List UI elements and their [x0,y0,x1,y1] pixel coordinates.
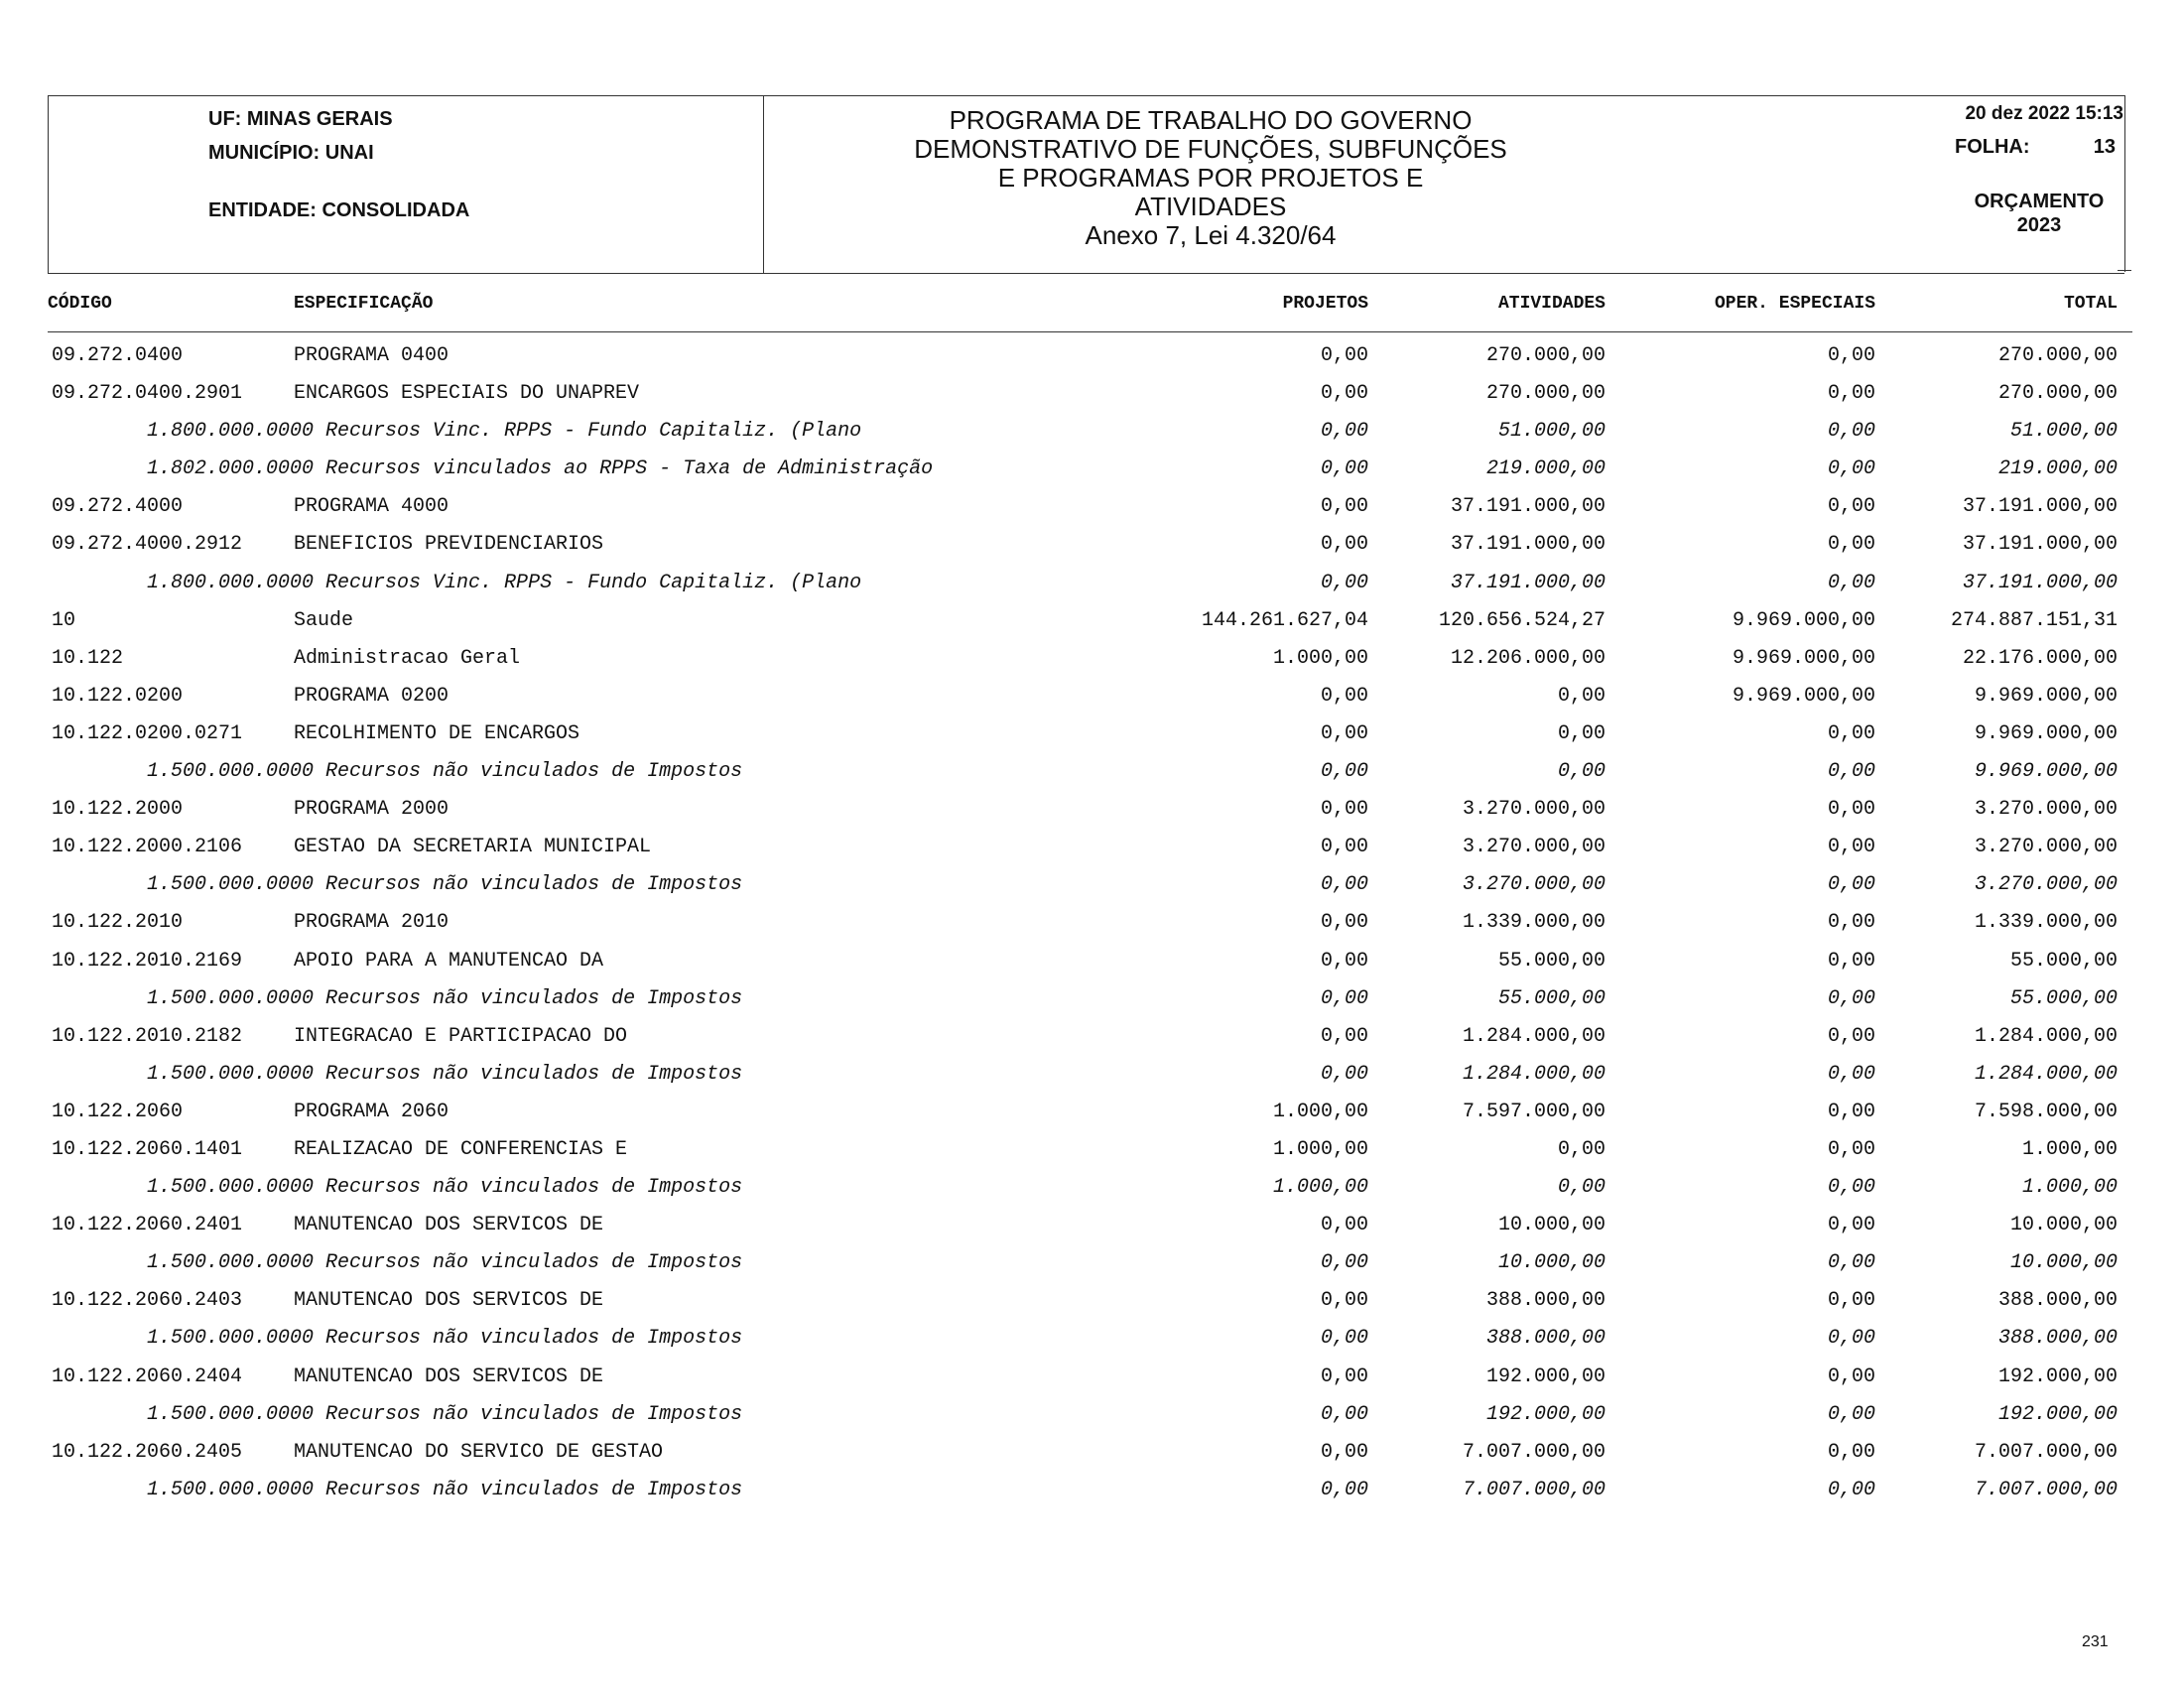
table-row [0,946,2184,983]
cell-oper-especiais: 0,00 [1827,873,1875,897]
cell-projetos: 0,00 [1320,1402,1368,1426]
cell-oper-especiais: 0,00 [1827,1137,1875,1161]
cell-oper-especiais: 0,00 [1827,1214,1875,1237]
municipio-label: MUNICÍPIO: UNAI [208,142,374,164]
table-row-resource [0,1475,2184,1512]
cell-projetos: 0,00 [1320,1327,1368,1351]
cell-especificacao: BENEFICIOS PREVIDENCIARIOS [294,533,604,557]
table-row-resource [0,454,2184,491]
cell-codigo: 09.272.4000.2912 [52,533,243,557]
table-row-resource [0,869,2184,907]
cell-codigo: 10.122.2060.2401 [52,1214,243,1237]
cell-oper-especiais: 0,00 [1827,1289,1875,1313]
cell-atividades: 37.191.000,00 [1450,495,1606,519]
cell-codigo: 09.272.0400 [52,344,184,367]
cell-atividades: 270.000,00 [1485,344,1606,367]
column-header-especificacao: ESPECIFICAÇÃO [294,294,434,314]
cell-total: 1.000,00 [2021,1137,2118,1161]
table-row [0,378,2184,416]
cell-projetos: 0,00 [1320,1251,1368,1275]
header-rule [48,331,2132,332]
cell-resource: 1.500.000.0000 Recursos não vinculados de Impostos [147,1327,743,1351]
cell-resource: 1.500.000.0000 Recursos não vinculados de Impostos [147,760,743,784]
cell-total: 388.000,00 [1997,1327,2118,1351]
cell-resource: 1.802.000.0000 Recursos vinculados ao RPPS - Taxa de Administração [147,457,934,481]
cell-projetos: 0,00 [1320,760,1368,784]
table-row-resource [0,1172,2184,1210]
cell-codigo: 10.122.2010 [52,911,184,935]
cell-atividades: 0,00 [1557,1176,1606,1200]
cell-projetos: 0,00 [1320,533,1368,557]
title-line: PROGRAMA DE TRABALHO DO GOVERNO [949,105,1473,135]
cell-codigo: 09.272.4000 [52,495,184,519]
cell-especificacao: RECOLHIMENTO DE ENCARGOS [294,721,580,745]
header-entity-info [208,102,469,227]
cell-especificacao: PROGRAMA 0400 [294,344,450,367]
cell-total: 3.270.000,00 [1974,873,2118,897]
orcamento-block [1955,190,2123,241]
cell-especificacao: PROGRAMA 2010 [294,911,450,935]
cell-codigo: 10.122.0200 [52,684,184,708]
cell-atividades: 388.000,00 [1485,1289,1606,1313]
cell-codigo: 10.122.0200.0271 [52,721,243,745]
column-header-codigo: CÓDIGO [48,294,112,314]
cell-atividades: 37.191.000,00 [1450,533,1606,557]
cell-oper-especiais: 9.969.000,00 [1732,646,1875,670]
cell-oper-especiais: 0,00 [1827,1251,1875,1275]
cell-especificacao: PROGRAMA 2000 [294,798,450,822]
cell-projetos: 0,00 [1320,949,1368,973]
cell-codigo: 10.122.2060.2403 [52,1289,243,1313]
cell-especificacao: MANUTENCAO DOS SERVICOS DE [294,1289,604,1313]
cell-especificacao: PROGRAMA 2060 [294,1100,450,1123]
cell-total: 192.000,00 [1997,1402,2118,1426]
page-number: 231 [2082,1633,2109,1650]
cell-total: 37.191.000,00 [1962,533,2118,557]
table-row [0,1362,2184,1399]
cell-atividades: 1.284.000,00 [1462,1062,1606,1086]
orcamento-label: ORÇAMENTO [1974,191,2105,212]
cell-atividades: 7.007.000,00 [1462,1440,1606,1464]
cell-total: 9.969.000,00 [1974,760,2118,784]
cell-total: 219.000,00 [1997,457,2118,481]
cell-oper-especiais: 0,00 [1827,571,1875,594]
cell-total: 388.000,00 [1997,1289,2118,1313]
column-header-oper-especiais: OPER. ESPECIAIS [1714,294,1875,314]
cell-projetos: 0,00 [1320,873,1368,897]
cell-projetos: 0,00 [1320,836,1368,859]
cell-oper-especiais: 0,00 [1827,798,1875,822]
cell-projetos: 1.000,00 [1272,646,1368,670]
cell-especificacao: GESTAO DA SECRETARIA MUNICIPAL [294,836,652,859]
cell-total: 1.284.000,00 [1974,1062,2118,1086]
cell-oper-especiais: 0,00 [1827,457,1875,481]
cell-projetos: 0,00 [1320,1478,1368,1501]
title-line: ATIVIDADES [1134,192,1287,221]
cell-oper-especiais: 0,00 [1827,911,1875,935]
cell-projetos: 0,00 [1320,721,1368,745]
cell-projetos: 0,00 [1320,457,1368,481]
cell-codigo: 10.122.2010.2169 [52,949,243,973]
cell-total: 9.969.000,00 [1974,684,2118,708]
cell-total: 7.007.000,00 [1974,1478,2118,1501]
cell-total: 3.270.000,00 [1974,798,2118,822]
cell-projetos: 1.000,00 [1272,1100,1368,1123]
table-row [0,794,2184,832]
cell-oper-especiais: 0,00 [1827,1364,1875,1388]
column-header-projetos: PROJETOS [1282,294,1368,314]
cell-resource: 1.500.000.0000 Recursos não vinculados de Impostos [147,1062,743,1086]
cell-atividades: 12.206.000,00 [1450,646,1606,670]
title-line: E PROGRAMAS POR PROJETOS E [997,163,1424,193]
cell-total: 9.969.000,00 [1974,721,2118,745]
cell-projetos: 0,00 [1320,911,1368,935]
cell-oper-especiais: 0,00 [1827,1100,1875,1123]
cell-total: 55.000,00 [2009,986,2118,1010]
cell-resource: 1.500.000.0000 Recursos não vinculados de Impostos [147,1478,743,1501]
cell-oper-especiais: 0,00 [1827,420,1875,444]
cell-codigo: 10.122.2060.2404 [52,1364,243,1388]
cell-projetos: 0,00 [1320,1214,1368,1237]
cell-projetos: 0,00 [1320,1440,1368,1464]
cell-total: 7.598.000,00 [1974,1100,2118,1123]
cell-oper-especiais: 0,00 [1827,1327,1875,1351]
column-header-atividades: ATIVIDADES [1497,294,1606,314]
cell-atividades: 1.339.000,00 [1462,911,1606,935]
cell-codigo: 10.122.2060.2405 [52,1440,243,1464]
table-row [0,681,2184,718]
cell-codigo: 10.122.2010.2182 [52,1024,243,1048]
cell-oper-especiais: 0,00 [1827,1478,1875,1501]
cell-projetos: 0,00 [1320,1289,1368,1313]
cell-projetos: 0,00 [1320,420,1368,444]
column-header-total: TOTAL [2063,294,2118,314]
cell-atividades: 1.284.000,00 [1462,1024,1606,1048]
cell-oper-especiais: 9.969.000,00 [1732,608,1875,632]
table-row-resource [0,1059,2184,1097]
cell-atividades: 3.270.000,00 [1462,873,1606,897]
cell-atividades: 0,00 [1557,760,1606,784]
cell-oper-especiais: 0,00 [1827,1440,1875,1464]
table-row-resource [0,983,2184,1021]
cell-total: 274.887.151,31 [1950,608,2118,632]
cell-especificacao: INTEGRACAO E PARTICIPACAO DO [294,1024,628,1048]
cell-oper-especiais: 0,00 [1827,382,1875,406]
cell-projetos: 1.000,00 [1272,1137,1368,1161]
title-line: Anexo 7, Lei 4.320/64 [1085,220,1337,250]
cell-projetos: 0,00 [1320,344,1368,367]
cell-total: 270.000,00 [1997,382,2118,406]
report-table-body [0,340,2184,1512]
cell-especificacao: MANUTENCAO DO SERVICO DE GESTAO [294,1440,664,1464]
table-row-resource [0,1399,2184,1437]
cell-projetos: 0,00 [1320,986,1368,1010]
cell-total: 1.339.000,00 [1974,911,2118,935]
cell-resource: 1.500.000.0000 Recursos não vinculados de Impostos [147,1176,743,1200]
table-row-resource [0,1247,2184,1285]
cell-projetos: 144.261.627,04 [1201,608,1368,632]
cell-oper-especiais: 0,00 [1827,721,1875,745]
report-datetime: 20 dez 2022 15:13 [1965,103,2123,124]
table-row-resource [0,1323,2184,1361]
entidade-label: ENTIDADE: CONSOLIDADA [208,199,470,221]
cell-resource: 1.500.000.0000 Recursos não vinculados de Impostos [147,1251,743,1275]
table-row [0,491,2184,529]
cell-atividades: 192.000,00 [1485,1364,1606,1388]
cell-projetos: 0,00 [1320,382,1368,406]
cell-total: 192.000,00 [1997,1364,2118,1388]
cell-codigo: 10.122.2060 [52,1100,184,1123]
cell-total: 55.000,00 [2009,949,2118,973]
table-row [0,1097,2184,1134]
cell-atividades: 0,00 [1557,684,1606,708]
cell-codigo: 10.122.2000.2106 [52,836,243,859]
table-row-resource [0,756,2184,794]
cell-resource: 1.500.000.0000 Recursos não vinculados de Impostos [147,873,743,897]
cell-atividades: 7.007.000,00 [1462,1478,1606,1501]
cell-atividades: 51.000,00 [1497,420,1606,444]
cell-especificacao: MANUTENCAO DOS SERVICOS DE [294,1364,604,1388]
cell-atividades: 270.000,00 [1485,382,1606,406]
cell-codigo: 10 [52,608,76,632]
table-row [0,907,2184,945]
cell-projetos: 0,00 [1320,495,1368,519]
cell-atividades: 3.270.000,00 [1462,798,1606,822]
table-row [0,1437,2184,1475]
cell-atividades: 55.000,00 [1497,949,1606,973]
cell-especificacao: PROGRAMA 4000 [294,495,450,519]
cell-total: 22.176.000,00 [1962,646,2118,670]
cell-total: 1.284.000,00 [1974,1024,2118,1048]
cell-especificacao: MANUTENCAO DOS SERVICOS DE [294,1214,604,1237]
cell-atividades: 120.656.524,27 [1438,608,1606,632]
folha-label: FOLHA: [1955,136,2030,158]
cell-oper-especiais: 9.969.000,00 [1732,684,1875,708]
cell-projetos: 0,00 [1320,1364,1368,1388]
title-line: DEMONSTRATIVO DE FUNÇÕES, SUBFUNÇÕES [914,134,1507,164]
header-right-border [2124,95,2125,272]
cell-codigo: 10.122.2060.1401 [52,1137,243,1161]
cell-oper-especiais: 0,00 [1827,533,1875,557]
cell-atividades: 219.000,00 [1485,457,1606,481]
cell-oper-especiais: 0,00 [1827,1024,1875,1048]
table-row-resource [0,416,2184,454]
table-row [0,1134,2184,1172]
cell-atividades: 0,00 [1557,1137,1606,1161]
table-row-resource [0,568,2184,605]
cell-oper-especiais: 0,00 [1827,986,1875,1010]
cell-resource: 1.500.000.0000 Recursos não vinculados de Impostos [147,986,743,1010]
cell-oper-especiais: 0,00 [1827,836,1875,859]
table-row [0,1285,2184,1323]
cell-oper-especiais: 0,00 [1827,949,1875,973]
report-title [764,106,1657,250]
table-row [0,1021,2184,1059]
cell-oper-especiais: 0,00 [1827,1402,1875,1426]
cell-total: 10.000,00 [2009,1214,2118,1237]
cell-projetos: 1.000,00 [1272,1176,1368,1200]
cell-projetos: 0,00 [1320,1024,1368,1048]
cell-total: 37.191.000,00 [1962,495,2118,519]
cell-atividades: 3.270.000,00 [1462,836,1606,859]
table-row [0,340,2184,378]
cell-especificacao: Administracao Geral [294,646,521,670]
cell-projetos: 0,00 [1320,1062,1368,1086]
cell-resource: 1.500.000.0000 Recursos não vinculados de Impostos [147,1402,743,1426]
cell-atividades: 55.000,00 [1497,986,1606,1010]
cell-atividades: 388.000,00 [1485,1327,1606,1351]
cell-total: 51.000,00 [2009,420,2118,444]
cell-atividades: 192.000,00 [1485,1402,1606,1426]
table-row [0,1210,2184,1247]
cell-total: 7.007.000,00 [1974,1440,2118,1464]
cell-codigo: 10.122.2000 [52,798,184,822]
cell-total: 1.000,00 [2021,1176,2118,1200]
cell-total: 3.270.000,00 [1974,836,2118,859]
cell-atividades: 0,00 [1557,721,1606,745]
table-row [0,718,2184,756]
cell-codigo: 09.272.0400.2901 [52,382,243,406]
cell-projetos: 0,00 [1320,798,1368,822]
cell-especificacao: Saude [294,608,354,632]
cell-resource: 1.800.000.0000 Recursos Vinc. RPPS - Fundo Capitaliz. (Plano [147,420,862,444]
cell-atividades: 7.597.000,00 [1462,1100,1606,1123]
uf-label: UF: MINAS GERAIS [208,108,393,130]
cell-oper-especiais: 0,00 [1827,344,1875,367]
cell-atividades: 10.000,00 [1497,1251,1606,1275]
cell-atividades: 10.000,00 [1497,1214,1606,1237]
header-corner-tick [2118,270,2131,271]
cell-atividades: 37.191.000,00 [1450,571,1606,594]
table-row [0,605,2184,643]
cell-projetos: 0,00 [1320,571,1368,594]
table-row [0,529,2184,567]
cell-oper-especiais: 0,00 [1827,1062,1875,1086]
cell-codigo: 10.122 [52,646,124,670]
cell-especificacao: PROGRAMA 0200 [294,684,450,708]
cell-especificacao: ENCARGOS ESPECIAIS DO UNAPREV [294,382,640,406]
cell-projetos: 0,00 [1320,684,1368,708]
cell-especificacao: APOIO PARA A MANUTENCAO DA [294,949,604,973]
cell-total: 10.000,00 [2009,1251,2118,1275]
folha-number: 13 [2093,136,2116,158]
cell-resource: 1.800.000.0000 Recursos Vinc. RPPS - Fundo Capitaliz. (Plano [147,571,862,594]
cell-especificacao: REALIZACAO DE CONFERENCIAS E [294,1137,628,1161]
cell-total: 270.000,00 [1997,344,2118,367]
cell-oper-especiais: 0,00 [1827,495,1875,519]
table-row [0,832,2184,869]
orcamento-year: 2023 [2016,214,2062,236]
cell-total: 37.191.000,00 [1962,571,2118,594]
table-row [0,643,2184,681]
cell-oper-especiais: 0,00 [1827,1176,1875,1200]
cell-oper-especiais: 0,00 [1827,760,1875,784]
